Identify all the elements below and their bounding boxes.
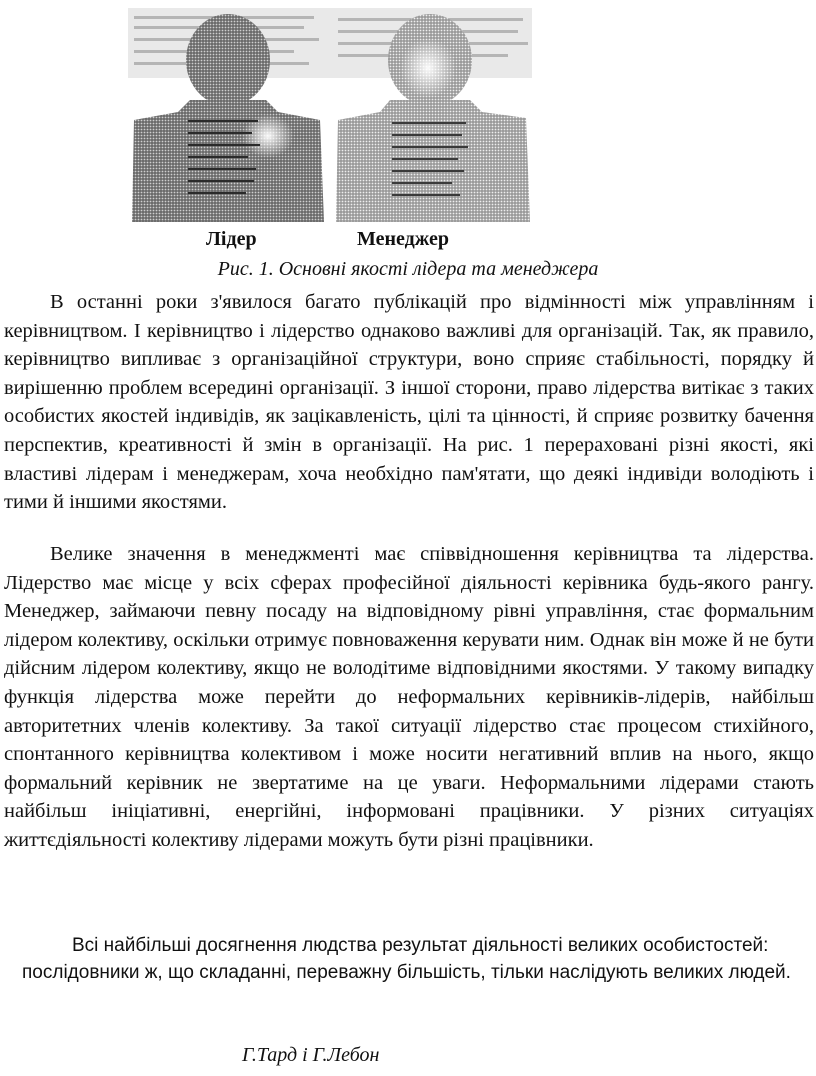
figure-labels (206, 228, 449, 251)
quote-line-1: Всі найбільші досягнення людства результат діяльності великих особистостей: (72, 935, 769, 956)
paragraph-1: В останні роки з'явилося багато публікацій про відмінності між управлінням і керівництвом. І керівництво і лідерство однаково важливі для організацій. Так, як правило, керівництво випливає з організаційної структури, воно сприяє стабільності, порядку й вирішенню проблем всередині організації. З іншої сторони, право лідерства витікає з таких особистих якостей індивідів, як зацікавленість, цілі та цінності, й сприяє розвитку бачення перспектив, креативності й змін в організації. На рис. 1 перераховані різні якості, які властиві лідерам і менеджерам, хоча необхідно пам'ятати, що деякі індивіди володіють і тими й іншими якостями. (4, 291, 814, 514)
paragraph-2: Велике значення в менеджменті має співвідношення керівництва та лідерства. Лідерство має місце у всіх сферах професійної діяльності керівника будь-якого рангу. Менеджер, займаючи певну посаду на відповідному рівні управління, стає формальним лідером колективу, оскільки отримує повноваження керувати ним. Однак він може й не бути дійсним лідером колективу, якщо не володітиме відповідними якостями. У такому випадку функція лідерства може перейти до неформальних керівників-лідерів, найбільш авторитетних членів колективу. За такої ситуації лідерство стає процесом стихійного, спонтанного керівництва колективом і може носити негативний вплив на нього, якщо формальний керівник не звертатиме на це уваги. Неформальними лідерами стають найбільш ініціативні, енергійні, інформовані працівники. У різних ситуаціях життєдіяльності колективу лідерами можуть бути різні працівники. (4, 543, 814, 851)
label-leader: Лідер (206, 228, 257, 250)
figure-leader-manager (128, 8, 532, 222)
quote-line-2: послідовники ж, що складанні, переважну більшість, тільки наслідують великих людей. (22, 962, 791, 983)
figure-caption: Рис. 1. Основні якості лідера та менеджера (217, 258, 599, 280)
epigraph (22, 932, 810, 986)
quote-author: Г.Тард і Г.Лебон (242, 1044, 380, 1066)
label-manager: Менеджер (357, 228, 449, 250)
silhouettes-image (128, 8, 532, 222)
